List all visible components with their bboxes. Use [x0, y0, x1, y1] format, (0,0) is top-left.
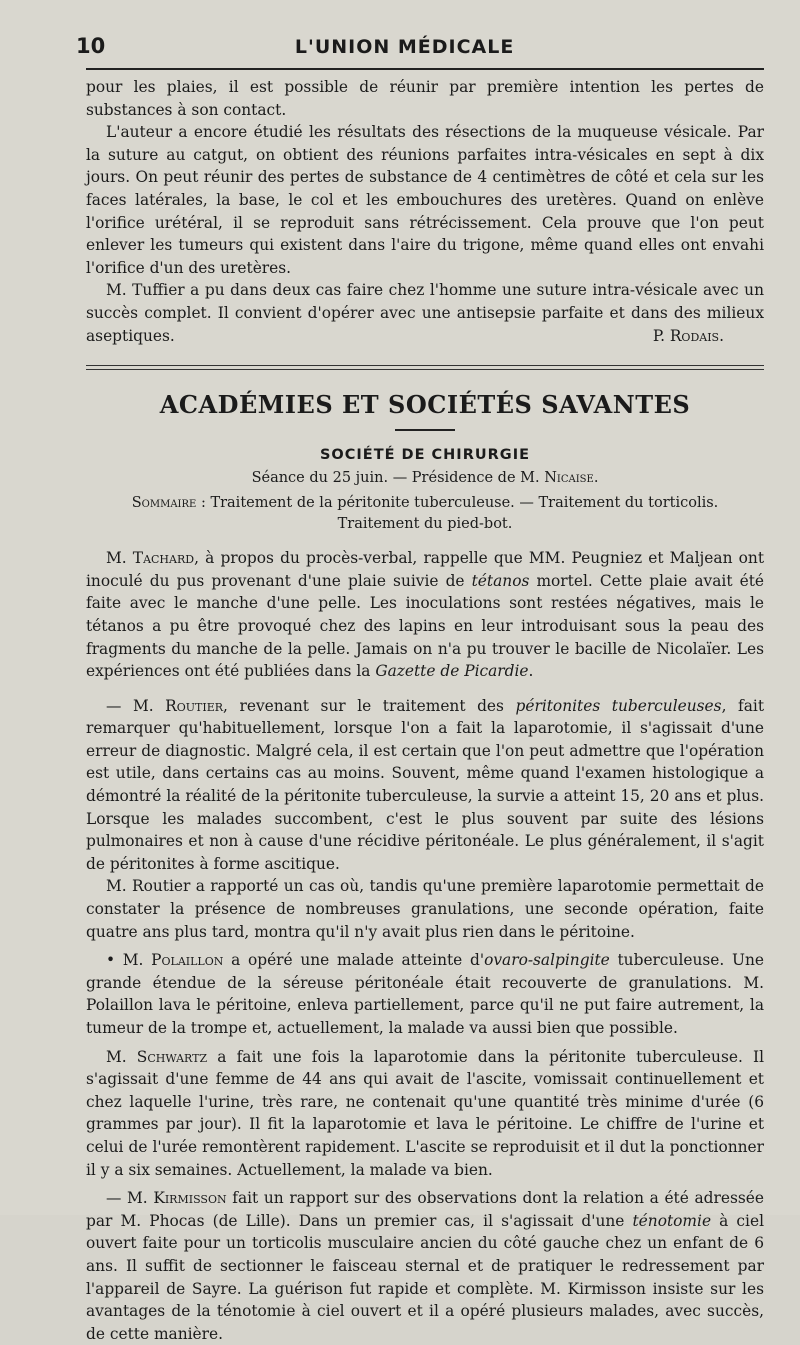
section-title: ACADÉMIES ET SOCIÉTÉS SAVANTES [159, 390, 691, 420]
intro-block [86, 76, 764, 347]
running-header [76, 34, 764, 58]
sommaire-line-1: Traitement de la péritonite tuberculeuse. — Traitement du torticolis. [210, 495, 719, 512]
intro-paragraph-1: pour les plaies, il est possible de réunir par première intention les pertes de substances à son contact. [86, 78, 764, 119]
seance-line: Séance du 25 juin. — Présidence de M. Nicaise. [251, 470, 599, 487]
paragraph-routier: — M. Routier, revenant sur le traitement des péritonites tuberculeuses, fait remarquer qu'habituellement, lorsque l'on a fait la laparotomie, il s'agissait d'une erreur de diagnostic. Malgré cela, il est certain que l'on peut admettre que l'opération est utile, dans certains cas au moins. Souvent, même quand l'examen histologique a démontré la réalité de la péritonite tuberculeuse, la survie a atteint 15, 20 ans et plus. Lorsque les malades succombent, c'est le plus souvent par suite des lésions pulmonaires et non à cause d'une récidive péritonéale. Le plus généralement, il s'agit de péritonites à forme ascitique. [86, 696, 765, 873]
sommaire-label: Sommaire : [131, 495, 206, 512]
paragraph-tachard: M. Tachard, à propos du procès-verbal, rappelle que MM. Peugniez et Maljean ont inoculé du pus provenant d'une plaie suivie de tétanos mortel. Cette plaie avait été faite avec le manche d'une pelle. Les inoculations sont restées négatives, mais le tétanos a pu être provoqué chez des lapins en leur introduisant sous la peau des fragments du manche de la pelle. Jamais on n'a pu trouver le bacille de Nicolaïer. Les expériences ont été publiées dans la Gazette de Picardie. [86, 549, 765, 681]
society-heading: SOCIÉTÉ DE CHIRURGIE [319, 447, 531, 464]
president-name: Nicaise. [544, 470, 599, 487]
paragraph-schwartz: M. Schwartz a fait une fois la laparotomie dans la péritonite tuberculeuse. Il s'agissait d'une femme de 44 ans qui avait de l'ascite, vomissait continuellement et chez laquelle l'urine, très rare, ne contenait qu'une quantité très minime d'urée (6 grammes par jour). Il fit la laparotomie et lava le péritoine. Le chiffre de l'urine et celui de l'urée remontèrent rapidement. L'ascite se reproduisit et il dut la ponctionner il y a six semaines. Actuellement, la malade va bien. [86, 1047, 764, 1179]
intro-paragraph-3: M. Tuffier a pu dans deux cas faire chez l'homme une suture intra-vésicale avec un succès complet. Il convient d'opérer avec une antisepsie parfaite et dans des milieux aseptiques. [86, 281, 764, 345]
header-rule [86, 68, 764, 70]
paragraph-kirmisson: — M. Kirmisson fait un rapport sur des observations dont la relation a été adressée par M. Phocas (de Lille). Dans un premier cas, il s'agissait d'une ténotomie à ciel ouvert faite pour un torticolis musculaire ancien du côté gauche chez un enfant de 6 ans. Il suffit de sectionner le faisceau sternal et de pratiquer le redressement par l'appareil de Sayre. La guérison fut rapide et complète. M. Kirmisson insiste sur les avantages de la ténotomie à ciel ouvert et il a opéré plusieurs malades, avec succès, de cette manière. [86, 1189, 764, 1343]
journal-title: L'UNION MÉDICALE [294, 36, 515, 58]
sommaire-line-2: Traitement du pied-bot. [337, 516, 513, 533]
paragraph-polaillon: • M. Polaillon a opéré une malade atteinte d'ovaro-salpingite tuberculeuse. Une grande étendue de la séreuse péritonéale était recouverte de granulations. M. Polaillon lava le péritoine, enleva partiellement, parce qu'il ne put faire autrement, la tumeur de la trompe et, actuellement, la malade va aussi bien que possible. [86, 951, 764, 1037]
page-number: 10 [76, 34, 106, 58]
section-divider [86, 365, 764, 370]
paragraph-routier-2: M. Routier a rapporté un cas où, tandis qu'une première laparotomie permettait de constater la présence de nombreuses granulations, une seconde opération, faite quatre ans plus tard, montra qu'il n'y avait plus rien dans le péritoine. [86, 877, 764, 941]
sommaire [86, 493, 764, 535]
author-signature: P. Rodais. [652, 327, 724, 346]
intro-paragraph-2: L'auteur a encore étudié les résultats des résections de la muqueuse vésicale. Par la suture au catgut, on obtient des réunions parfaites intra-vésicales en sept à dix jours. On peut réunir des pertes de substance de 4 centimètres de côté et cela sur les faces latérales, la base, le col et les embouchures des uretères. Quand on enlève l'orifice urétéral, il se reproduit sans rétrécissement. Cela prouve que l'on peut enlever les tumeurs qui existent dans l'aire du trigone, même quand elles ont envahi l'orifice d'un des uretères. [86, 123, 764, 277]
title-underline [395, 429, 455, 431]
